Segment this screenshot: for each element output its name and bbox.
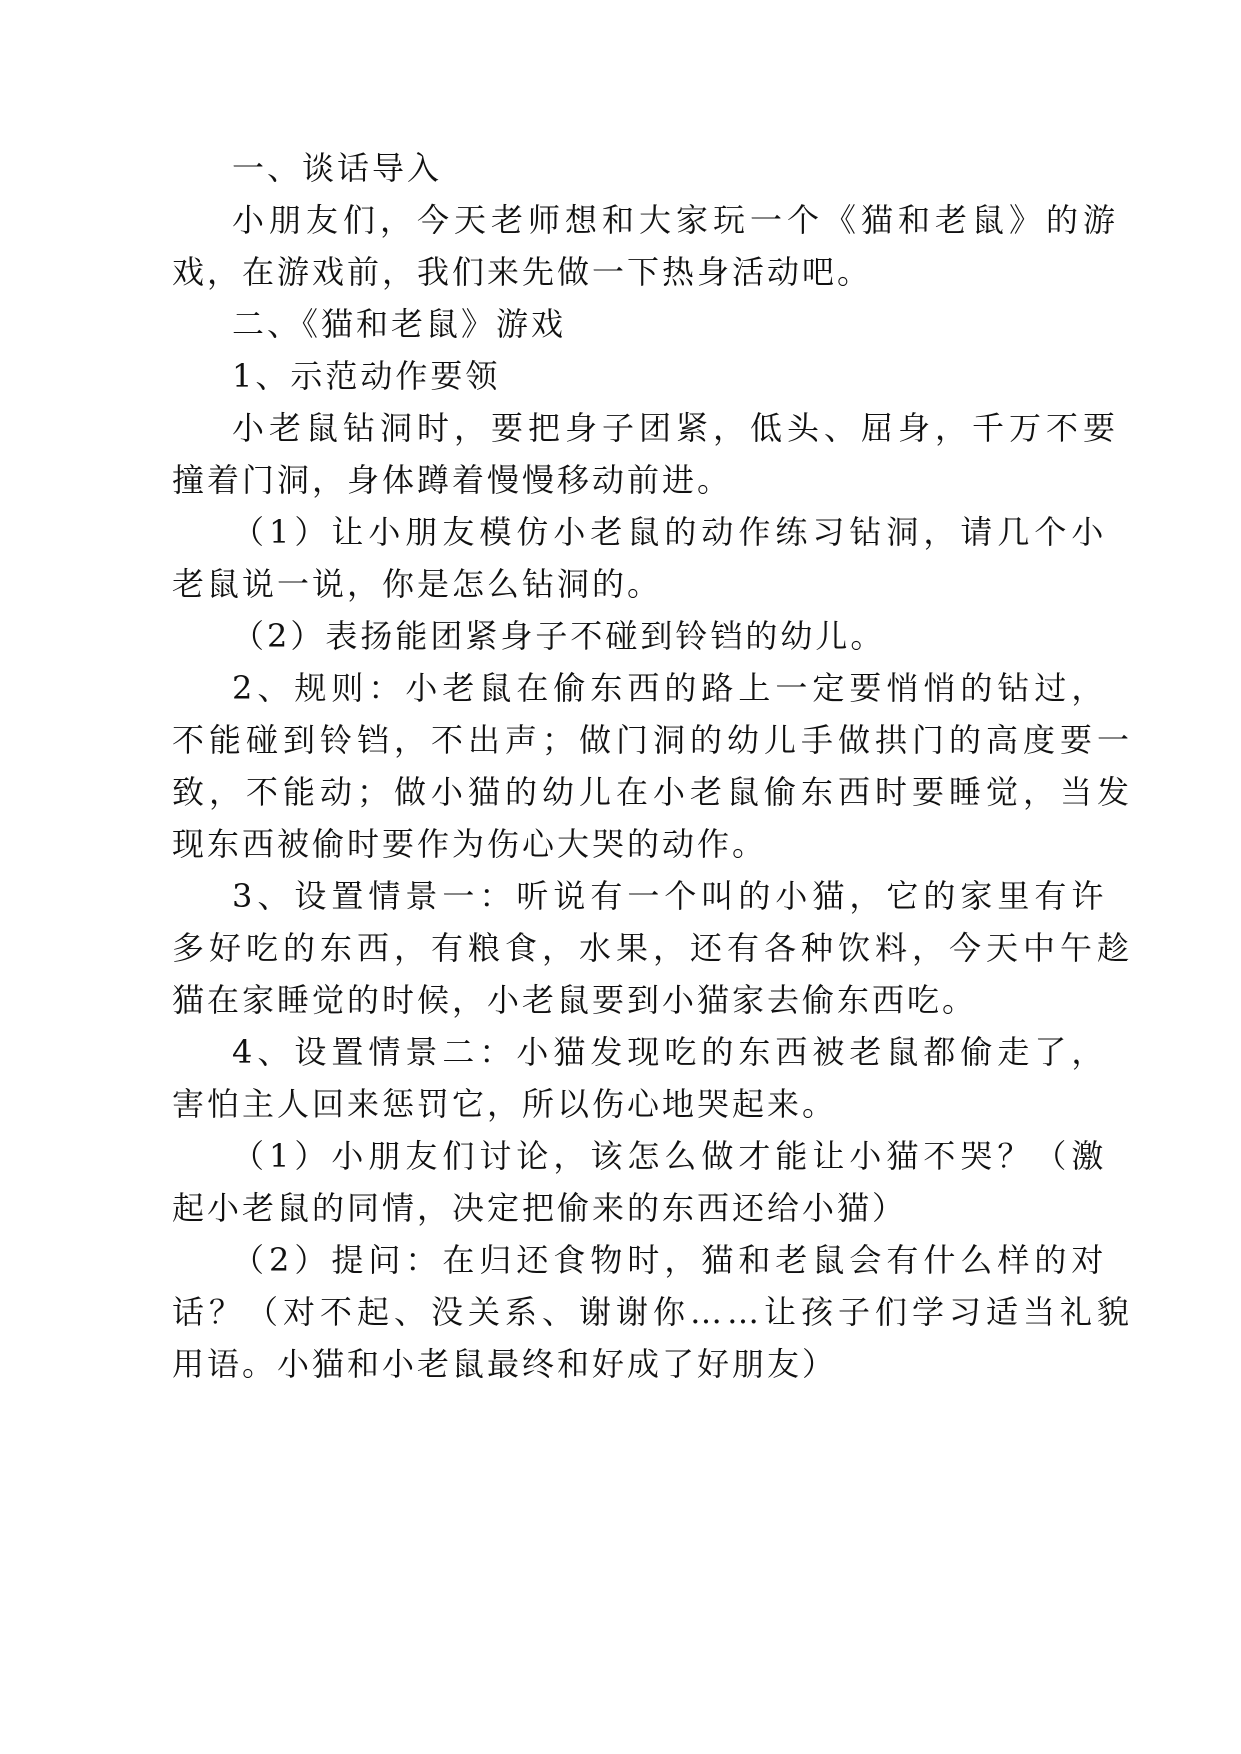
paragraph-line-8: 2、规则：小老鼠在偷东西的路上一定要悄悄的钻过， [232, 669, 1109, 707]
paragraph-line-14: 猫在家睡觉的时候，小老鼠要到小猫家去偷东西吃。 [172, 981, 978, 1019]
paragraph-line-16: 害怕主人回来惩罚它，所以伤心地哭起来。 [172, 1085, 838, 1123]
section-heading-1: 一、谈话导入 [232, 149, 443, 187]
paragraph-line-3: 小老鼠钻洞时，要把身子团紧，低头、屈身，千万不要 [232, 409, 1121, 447]
paragraph-line-17: （1）小朋友们讨论，该怎么做才能让小猫不哭？（激 [232, 1137, 1109, 1175]
paragraph-line-20: 话？（对不起、没关系、谢谢你……让孩子们学习适当礼貌 [172, 1293, 1135, 1331]
paragraph-line-19: （2）提问：在归还食物时，猫和老鼠会有什么样的对 [232, 1241, 1109, 1279]
paragraph-line-5: （1）让小朋友模仿小老鼠的动作练习钻洞，请几个小 [232, 513, 1109, 551]
paragraph-line-7: （2）表扬能团紧身子不碰到铃铛的幼儿。 [232, 617, 886, 655]
paragraph-line-1: 小朋友们，今天老师想和大家玩一个《猫和老鼠》的游 [232, 201, 1121, 239]
paragraph-line-2: 戏，在游戏前，我们来先做一下热身活动吧。 [172, 253, 873, 291]
subheading-1: 1、示范动作要领 [232, 357, 501, 395]
paragraph-line-13: 多好吃的东西，有粮食，水果，还有各种饮料，今天中午趁 [172, 929, 1135, 967]
paragraph-line-11: 现东西被偷时要作为伤心大哭的动作。 [172, 825, 768, 863]
paragraph-line-15: 4、设置情景二：小猫发现吃的东西被老鼠都偷走了， [232, 1033, 1109, 1071]
section-heading-2: 二、《猫和老鼠》游戏 [232, 305, 567, 343]
paragraph-line-12: 3、设置情景一：听说有一个叫的小猫，它的家里有许 [232, 877, 1109, 915]
paragraph-line-6: 老鼠说一说，你是怎么钻洞的。 [172, 565, 663, 603]
paragraph-line-10: 致，不能动；做小猫的幼儿在小老鼠偷东西时要睡觉，当发 [172, 773, 1135, 811]
paragraph-line-21: 用语。小猫和小老鼠最终和好成了好朋友） [172, 1345, 838, 1383]
paragraph-line-4: 撞着门洞，身体蹲着慢慢移动前进。 [172, 461, 733, 499]
paragraph-line-18: 起小老鼠的同情，决定把偷来的东西还给小猫） [172, 1189, 908, 1227]
paragraph-line-9: 不能碰到铃铛，不出声；做门洞的幼儿手做拱门的高度要一 [172, 721, 1135, 759]
